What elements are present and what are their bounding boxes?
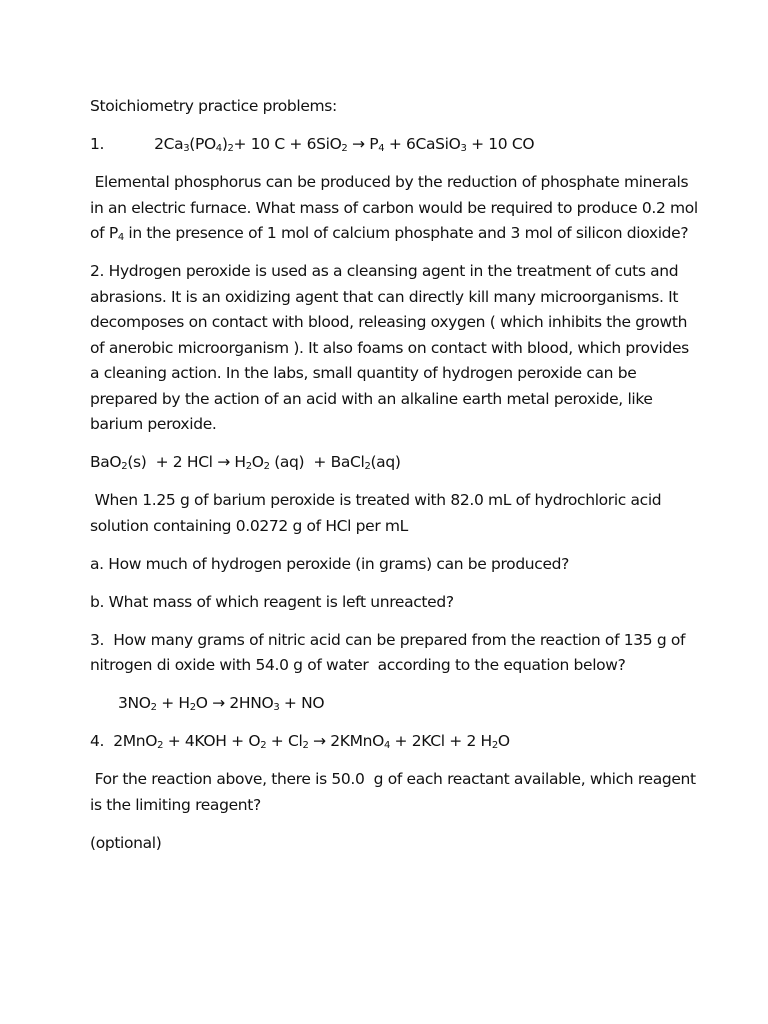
eq-part: → 2KMnO — [308, 732, 384, 750]
text-line: of anerobic microorganism ). It also foams on contact with blood, which provides — [90, 338, 689, 357]
document-title: Stoichiometry practice problems: — [90, 97, 337, 115]
eq-part: + 2KCl + 2 H — [389, 732, 492, 750]
eq-subscript: 3 — [183, 143, 190, 154]
eq-subscript: 4 — [378, 143, 385, 154]
text-line: For the reaction above, there is 50.0 g of each reactant available, which reagent — [90, 770, 696, 788]
problem-2-given — [90, 488, 678, 539]
eq-subscript: 2 — [245, 461, 252, 472]
eq-subscript: 2 — [260, 740, 267, 751]
text-line: barium peroxide. — [90, 415, 217, 433]
eq-subscript: 4 — [383, 740, 390, 751]
text-line: is the limiting reagent? — [90, 795, 261, 814]
text-line: in an electric furnace. What mass of carbon would be required to produce 0.2 mol — [90, 198, 698, 217]
eq-part: 2Ca — [154, 135, 184, 153]
problem-3-equation — [90, 691, 678, 717]
eq-subscript: 2 — [157, 740, 164, 751]
eq-subscript: 2 — [302, 740, 309, 751]
problem-2-equation — [90, 450, 678, 476]
text-line: When 1.25 g of barium peroxide is treated with 82.0 mL of hydrochloric acid — [90, 491, 662, 509]
text-part: in the presence of 1 mol of calcium phosphate and 3 mol of silicon dioxide? — [123, 224, 689, 242]
eq-part: ) — [221, 135, 228, 153]
eq-part: 3NO — [118, 694, 151, 712]
eq-part: + 10 C + 6SiO — [233, 135, 342, 153]
text-line — [90, 221, 689, 247]
eq-part: O → 2HNO — [195, 694, 274, 712]
eq-subscript: 2 — [121, 461, 128, 472]
problem-2-text — [90, 259, 689, 438]
eq-subscript: 3 — [460, 143, 467, 154]
eq-part: BaO — [90, 453, 122, 471]
problem-1-number: 1. — [90, 135, 105, 153]
eq-part: → P — [347, 135, 379, 153]
problem-4-equation — [90, 729, 678, 755]
problem-2-question-b: b. What mass of which reagent is left unreacted? — [90, 592, 454, 611]
eq-subscript: 2 — [150, 702, 157, 713]
eq-part: O — [497, 732, 510, 750]
optional-note: (optional) — [90, 833, 162, 852]
eq-subscript: 4 — [215, 143, 222, 154]
eq-part: + NO — [279, 694, 325, 712]
eq-subscript: 2 — [341, 143, 348, 154]
eq-part: (PO — [189, 135, 216, 153]
text-line: a cleaning action. In the labs, small quantity of hydrogen peroxide can be — [90, 364, 637, 382]
eq-part: + 10 CO — [466, 135, 535, 153]
eq-subscript: 3 — [273, 702, 280, 713]
text-line: 3. How many grams of nitric acid can be prepared from the reaction of 135 g of — [90, 630, 686, 649]
text-subscript: 4 — [117, 232, 124, 243]
problem-4-text — [90, 767, 696, 818]
problem-1-equation — [90, 132, 678, 158]
problem-2-question-a: a. How much of hydrogen peroxide (in grams) can be produced? — [90, 554, 570, 573]
text-part: of P — [90, 224, 118, 242]
eq-part: (s) + 2 HCl → H — [127, 453, 246, 471]
eq-part: 4. 2MnO — [90, 732, 158, 750]
text-line: nitrogen di oxide with 54.0 g of water according to the equation below? — [90, 656, 626, 674]
problem-3-text — [90, 628, 686, 679]
eq-part: + 6CaSiO — [384, 135, 461, 153]
text-line: abrasions. It is an oxidizing agent that can directly kill many microorganisms. It — [90, 287, 679, 306]
eq-part: + H — [156, 694, 190, 712]
eq-subscript: 2 — [364, 461, 371, 472]
text-line: decomposes on contact with blood, releasing oxygen ( which inhibits the growth — [90, 313, 688, 331]
text-line: Elemental phosphorus can be produced by the reduction of phosphate minerals — [90, 173, 689, 191]
eq-subscript: 2 — [263, 461, 270, 472]
eq-subscript: 2 — [189, 702, 196, 713]
text-line: solution containing 0.0272 g of HCl per mL — [90, 516, 408, 535]
problem-1-text — [90, 170, 698, 247]
text-line: 2. Hydrogen peroxide is used as a cleansing agent in the treatment of cuts and — [90, 262, 679, 280]
text-line: prepared by the action of an acid with an alkaline earth metal peroxide, like — [90, 389, 653, 408]
eq-part: O — [251, 453, 264, 471]
eq-part: + 4KOH + O — [163, 732, 261, 750]
eq-part: (aq) + BaCl — [269, 453, 365, 471]
eq-subscript: 2 — [491, 740, 498, 751]
eq-subscript: 2 — [227, 143, 234, 154]
eq-part: (aq) — [370, 453, 401, 471]
eq-part: + Cl — [266, 732, 303, 750]
